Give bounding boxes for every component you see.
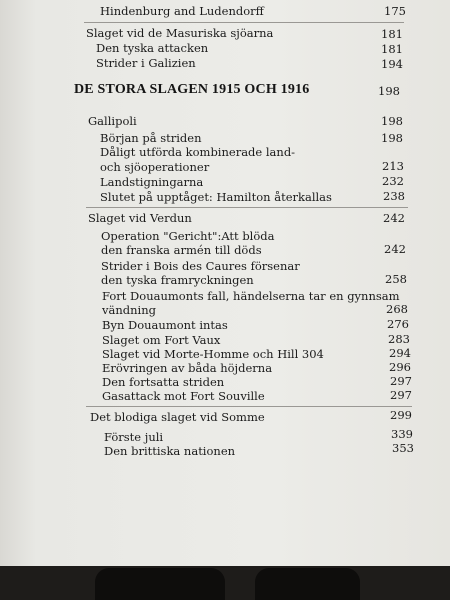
toc-entry: Gallipoli (88, 114, 137, 128)
toc-entry: Slaget vid de Masuriska sjöarna (86, 26, 274, 40)
toc-entry: vändning (102, 303, 156, 317)
toc-entry: Hindenburg and Ludendorff (100, 4, 264, 18)
toc-page-number: 296 (389, 360, 411, 374)
toc-entry: Förste juli (104, 430, 164, 444)
toc-entry: och sjöoperationer (100, 160, 210, 174)
toc-entry: Den tyska attacken (96, 41, 209, 55)
toc-entry: Operation "Gericht":Att blöda (101, 229, 275, 243)
toc-page-number: 198 (381, 131, 403, 145)
toc-entry: Byn Douaumont intas (102, 318, 228, 332)
toc-page-number: 299 (390, 408, 412, 422)
toc-entry: Erövringen av båda höjderna (102, 361, 273, 375)
toc-entry: Slutet på upptåget: Hamilton återkallas (100, 190, 332, 204)
toc-page-number: 181 (381, 27, 403, 41)
toc-page-number: 242 (384, 242, 406, 256)
toc-page-number: 175 (384, 4, 406, 18)
toc-page-number: 213 (382, 159, 404, 173)
toc-entry: Den fortsatta striden (102, 375, 225, 389)
toc-page-number: 339 (391, 427, 413, 441)
toc-page-number: 294 (389, 346, 411, 360)
toc-page-number: 242 (383, 211, 405, 225)
toc-entry: Början på striden (100, 131, 202, 145)
floor-shadow (0, 566, 450, 600)
toc-page-number: 276 (387, 317, 409, 331)
part-heading: DE STORA SLAGEN 1915 OCH 1916 (74, 82, 310, 97)
toc-page-number: 297 (390, 388, 412, 402)
toc-entry: Det blodiga slaget vid Somme (90, 410, 265, 424)
toc-entry: Dåligt utförda kombinerade land- (100, 145, 296, 159)
toc-page-number: 268 (386, 302, 408, 316)
toc-page-number: 297 (390, 374, 412, 388)
toc-entry: den franska armén till döds (101, 243, 262, 257)
toc-page-number: 181 (381, 42, 403, 56)
toc-page-number: 198 (378, 84, 400, 98)
toc-page-number: 238 (383, 189, 405, 203)
toc-entry: Strider i Galizien (96, 56, 196, 70)
toc-entry: Landstigningarna (100, 175, 204, 189)
toc-entry: den tyska framryckningen (101, 273, 254, 287)
toc-page-number: 194 (381, 57, 403, 71)
divider (86, 207, 408, 208)
toc-entry: Gasattack mot Fort Souville (102, 389, 265, 403)
shoe-right (255, 568, 360, 600)
toc-page-number: 283 (388, 332, 410, 346)
toc-page-number: 232 (382, 174, 404, 188)
divider (86, 406, 412, 407)
divider (84, 22, 404, 23)
toc-entry: Strider i Bois des Caures försenar (101, 259, 300, 273)
toc-entry: Slaget om Fort Vaux (102, 333, 221, 347)
shoe-left (95, 568, 225, 600)
toc-page-number: 198 (381, 114, 403, 128)
toc-entry: Den brittiska nationen (104, 444, 236, 458)
toc-page-number: 258 (385, 272, 407, 286)
toc-entry: Slaget vid Morte-Homme och Hill 304 (102, 347, 324, 361)
toc-entry: Slaget vid Verdun (88, 211, 192, 225)
toc-entry: Fort Douaumonts fall, händelserna tar en gynnsam (102, 289, 400, 303)
toc-page-number: 353 (392, 441, 414, 455)
